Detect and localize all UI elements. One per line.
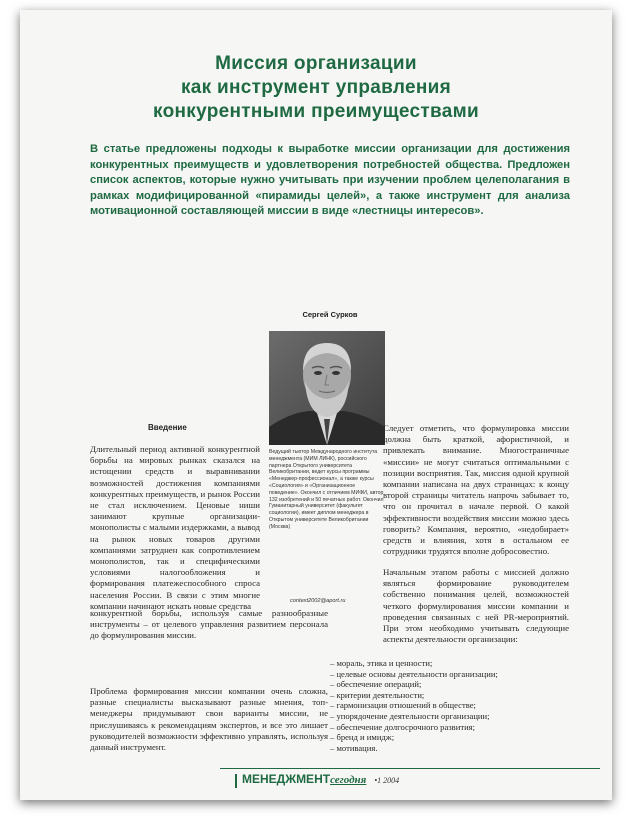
title-line-3: конкурентными преимуществами xyxy=(153,101,479,122)
footer-accent-bar xyxy=(235,774,237,788)
article-lead: В статье предложены подходы к выработке миссии организации для достижения конкурентных преимуществ и удовлетворения потребностей общества. Предложен список аспектов, которые нужно учитывать при изучении проблем целеполагания в рамках модифицированной «пирамиды целей», а также инструмент для анализа мотивационной составляющей миссии в виде «лестницы интересов». xyxy=(90,143,570,217)
article-title xyxy=(20,52,612,124)
footer-brand-italic: сегодня xyxy=(330,774,367,786)
paragraph-text: Начальным этапом работы с миссией должно являться формирование руководителем собственно понимания целей, возможностей четкого формулирования миссии компании и проведения связанных с ней PR-мероприятий. При этом необходимо учитывать следующие аспекты деятельности организации: xyxy=(383,567,569,645)
intro-paragraph-1 xyxy=(90,444,260,612)
list-item: – гармонизация отношений в обществе; xyxy=(330,700,476,711)
title-line-2: как инструмент управления xyxy=(180,77,452,98)
footer-divider xyxy=(220,768,600,769)
paragraph-text: Следует отметить, что формулировка миссии должна быть краткой, афористичной, и привлекать внимание. Многостраничные «миссии» не могут считаться оптимальными с позиции восприятия. Так, миссия одной крупной компании написана на двух страницах: к концу второй страницы читатель напрочь забывает то, что он прочитал в начале первой. О какой эффективности воздействия миссии можно здесь говорить? Компания, вероятно, «недобирает» средств и влияния, хотя в остальном ее сотрудники трудятся вполне добросовестно. xyxy=(383,423,569,557)
list-item: – мотивация. xyxy=(330,742,378,753)
list-item: – критерии деятельности; xyxy=(330,689,425,700)
list-item: – обеспечение долгосрочного развития; xyxy=(330,721,476,732)
footer-brand: МЕНЕДЖМЕНТ xyxy=(242,772,331,786)
magazine-page xyxy=(20,10,612,800)
aspects-list xyxy=(330,658,572,753)
author-photo xyxy=(269,331,385,445)
portrait-image xyxy=(269,331,385,445)
list-item: – обеспечение операций; xyxy=(330,679,422,690)
list-item: – упорядочение деятельности организации; xyxy=(330,710,490,721)
title-line-1: Миссия организации xyxy=(215,53,417,74)
issue-number: •1 2004 xyxy=(374,776,400,785)
right-paragraph-1 xyxy=(383,423,569,557)
paragraph-text: Длительный период активной конкурентной борьбы на мировых рынках сказался на истощении средств и выравнивании возможностей достижения компаниями конкурентных преимуществ, и рынок России не стал исключением. Ценовые ниши занимают крупные организации-монополисты с малыми издержками, а вывод на рынок новых товаров другими компаниями затруднен как сопротивлением монополистов, так и специфическими условиями налогообложения и формирования платежеспособного спроса населения России. В связи с этим многие компании начинают искать новые средства xyxy=(90,444,260,611)
author-name: Сергей Сурков xyxy=(302,310,358,319)
list-item: – целевые основы деятельности организации; xyxy=(330,668,498,679)
paragraph-text: конкурентной борьбы, используя самые разнообразные инструменты – от целевого управления развитием персонала до формулирования миссии. xyxy=(90,608,328,641)
intro-paragraph-1-continued xyxy=(90,608,328,642)
magazine-footer xyxy=(242,772,399,786)
section-heading-intro: Введение xyxy=(148,423,187,432)
right-paragraph-2 xyxy=(383,567,569,645)
author-email: context2002@aport.ru xyxy=(290,598,346,604)
paragraph-text: Проблема формирования миссии компании очень сложна, разные специалисты высказывают разные мнения, топ-менеджеры придумывают свои варианты миссии, не прислушиваясь к рекомендациям экспертов, и все это лишает руководителей возможности эффективно управлять, используя данный инструмент. xyxy=(90,686,328,753)
list-item: – мораль, этика и ценности; xyxy=(330,658,433,668)
intro-paragraph-2 xyxy=(90,686,328,753)
author-bio: Ведущий тьютор Международного института менеджмента (МИМ ЛИНК), российского партнера Открытого университета Великобритании, ведет курсы программы «Менеджер-профессионал», а также курсы «Социология» и «Организационное поведение». Окончил с отличием МИФИ, автор 132 изобретений и 50 печатных работ. Окончил Гуманитарный университет (факультет социологии), имеет диплом менеджера в Открытом университете Великобритании (Москва) xyxy=(269,449,384,530)
list-item: – бренд и имидж; xyxy=(330,732,395,743)
